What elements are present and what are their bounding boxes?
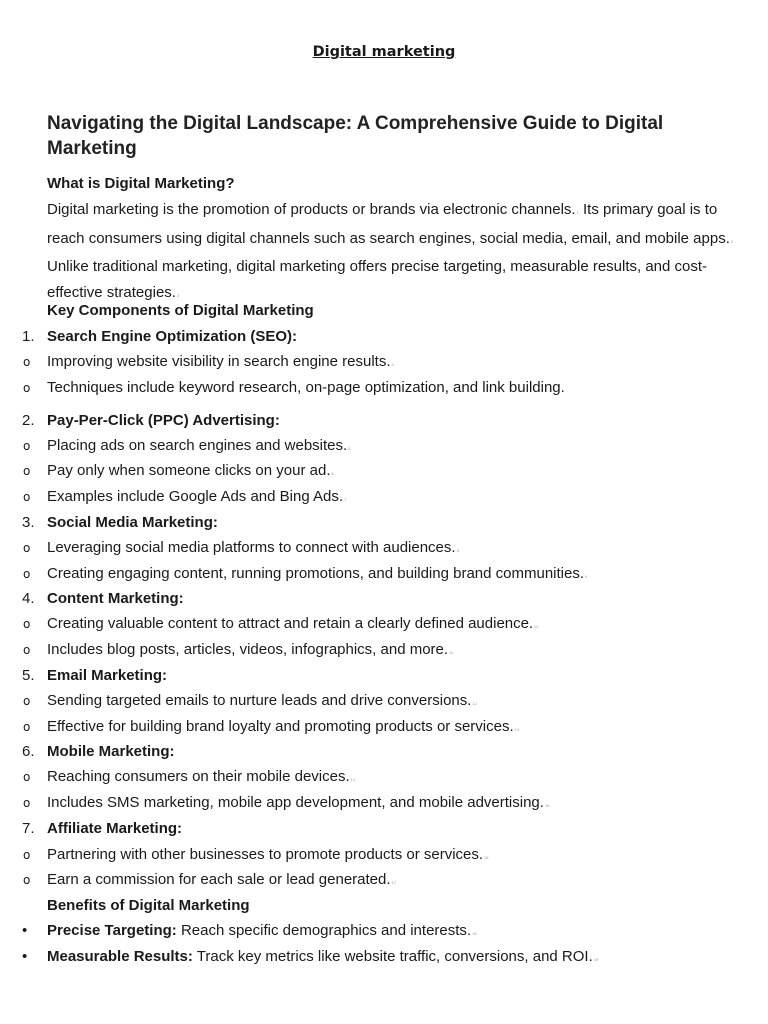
component-title: Mobile Marketing: — [47, 743, 175, 760]
list-number: 3. — [22, 514, 35, 531]
benefits-heading: Benefits of Digital Marketing — [47, 897, 250, 914]
benefit-desc: Reach specific demographics and interests. — [180, 922, 472, 939]
circle-bullet-icon: o — [23, 848, 31, 862]
footnote-ref[interactable]: 8 — [456, 548, 459, 553]
footnote-ref[interactable]: 10 — [534, 624, 539, 629]
bullet-icon: • — [22, 922, 28, 939]
circle-bullet-icon: o — [23, 439, 31, 453]
benefit-term: Measurable Results: — [47, 948, 193, 965]
list-item-text: Effective for building brand loyalty and promoting products or services. — [47, 718, 514, 735]
footnote-ref[interactable]: 13 — [514, 727, 520, 732]
circle-bullet-icon: o — [23, 643, 31, 657]
circle-bullet-icon: o — [23, 873, 31, 887]
main-heading: Navigating the Digital Landscape: A Comprehensive Guide to Digital Marketing — [47, 113, 664, 159]
list-number: 4. — [22, 590, 35, 607]
benefit-desc: Track key metrics like website traffic, conversions, and ROI. — [196, 948, 593, 965]
footnote-ref[interactable]: 4 — [391, 362, 394, 367]
footnote-ref[interactable]: 14 — [350, 777, 356, 782]
component-title: Search Engine Optimization (SEO): — [47, 328, 298, 345]
circle-bullet-icon: o — [23, 796, 31, 810]
list-item-text: Partnering with other businesses to promote products or services. — [47, 846, 484, 863]
bullet-icon: • — [22, 948, 28, 965]
footnote-ref[interactable]: 11 — [449, 650, 454, 655]
intro-paragraph — [47, 197, 737, 308]
list-item-text: Improving website visibility in search engine results. — [47, 353, 391, 370]
document-title: Digital marketing — [312, 44, 456, 60]
list-item-text: Pay only when someone clicks on your ad. — [47, 462, 331, 479]
circle-bullet-icon: o — [23, 617, 31, 631]
list-number: 1. — [22, 328, 35, 345]
list-item-text: Leveraging social media platforms to connect with audiences. — [47, 539, 456, 556]
circle-bullet-icon: o — [23, 381, 31, 395]
intro-sentence-1: Digital marketing is the promotion of products or brands via electronic channels. — [47, 201, 576, 218]
footnote-ref[interactable]: 7 — [344, 497, 347, 502]
list-item-text: Creating engaging content, running promotions, and building brand communities. — [47, 565, 585, 582]
footnote-ref[interactable]: 15 — [544, 803, 550, 808]
circle-bullet-icon: o — [23, 541, 31, 555]
component-title: Content Marketing: — [47, 590, 184, 607]
what-is-heading: What is Digital Marketing? — [47, 175, 235, 192]
list-item-text: Techniques include keyword research, on-page optimization, and link building. — [47, 379, 565, 396]
list-number: 2. — [22, 412, 35, 429]
footnote-ref[interactable]: 9 — [585, 574, 588, 579]
list-item-text: Examples include Google Ads and Bing Ads. — [47, 488, 344, 505]
list-item-text: Includes blog posts, articles, videos, infographics, and more. — [47, 641, 449, 658]
footnote-ref[interactable]: 6 — [331, 471, 334, 476]
list-item-text: Placing ads on search engines and websites. — [47, 437, 348, 454]
footnote-ref[interactable]: 18 — [472, 931, 477, 936]
intro-sentence-2: Its primary goal is to reach consumers using digital channels such as search engines, social media, email, and mobile apps. — [47, 201, 730, 247]
footnote-ref[interactable]: 12 — [472, 701, 477, 706]
circle-bullet-icon: o — [23, 770, 31, 784]
footnote-ref[interactable]: 5 — [348, 446, 351, 451]
benefit-term: Precise Targeting: — [47, 922, 177, 939]
circle-bullet-icon: o — [23, 720, 31, 734]
component-title: Email Marketing: — [47, 667, 168, 684]
list-item-text: Includes SMS marketing, mobile app development, and mobile advertising. — [47, 794, 544, 811]
component-title: Affiliate Marketing: — [47, 820, 183, 837]
footnote-ref[interactable]: 19 — [593, 957, 599, 962]
footnote-ref[interactable]: 16 — [484, 855, 489, 860]
list-item-text: Earn a commission for each sale or lead generated. — [47, 871, 391, 888]
list-item-text: Creating valuable content to attract and retain a clearly defined audience. — [47, 615, 534, 632]
component-title: Social Media Marketing: — [47, 514, 218, 531]
circle-bullet-icon: o — [23, 464, 31, 478]
list-item-text: Sending targeted emails to nurture leads and drive conversions. — [47, 692, 472, 709]
key-components-heading: Key Components of Digital Marketing — [47, 302, 314, 319]
list-number: 7. — [22, 820, 35, 837]
component-title: Pay-Per-Click (PPC) Advertising: — [47, 412, 280, 429]
intro-sentence-3: Unlike traditional marketing, digital marketing offers precise targeting, measurable results, and cost-effective strategies. — [47, 258, 708, 301]
list-item-text: Reaching consumers on their mobile devices. — [47, 768, 350, 785]
list-number: 6. — [22, 743, 35, 760]
circle-bullet-icon: o — [23, 355, 31, 369]
footnote-ref[interactable]: 2 — [730, 238, 734, 244]
footnote-ref[interactable]: 1 — [576, 210, 579, 215]
list-number: 5. — [22, 667, 35, 684]
footnote-ref[interactable]: 17 — [391, 880, 396, 885]
footnote-ref[interactable]: 3 — [176, 292, 180, 298]
circle-bullet-icon: o — [23, 567, 31, 581]
circle-bullet-icon: o — [23, 490, 31, 504]
circle-bullet-icon: o — [23, 694, 31, 708]
